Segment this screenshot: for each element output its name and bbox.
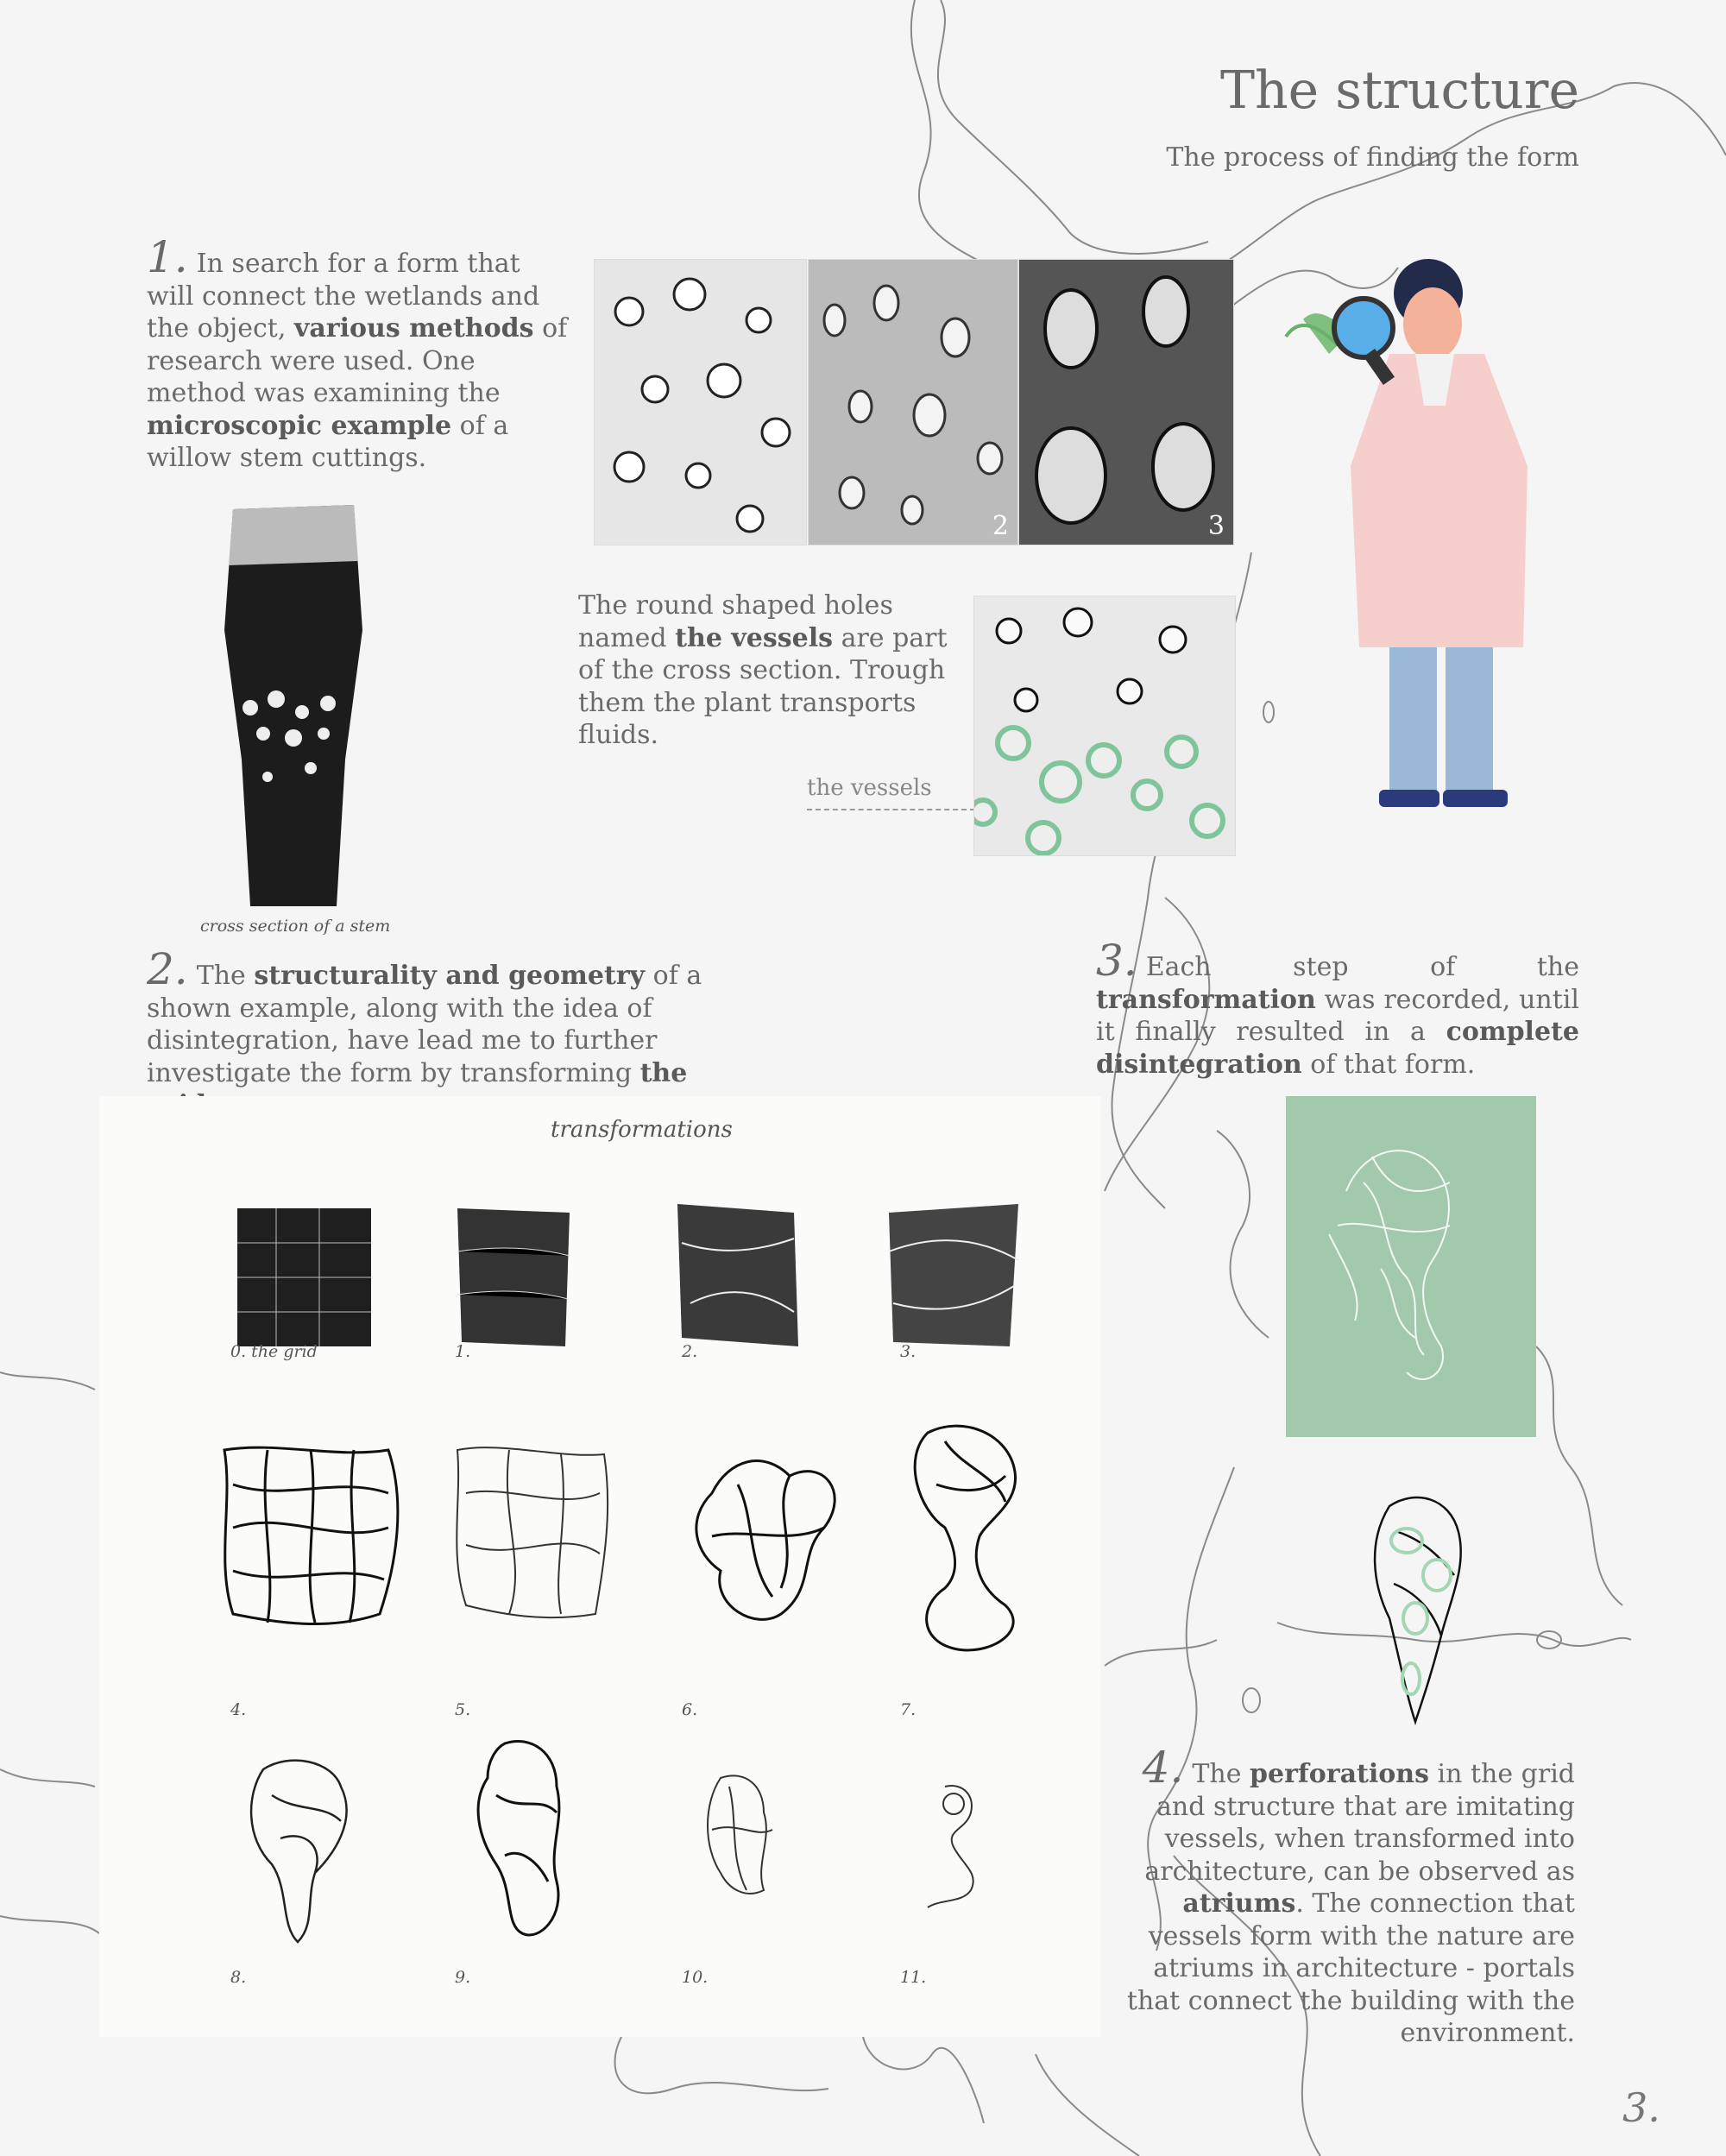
transformation-0-image: [224, 1191, 397, 1364]
scientist-illustration: [1277, 242, 1588, 811]
page-title: The structure: [1219, 60, 1579, 121]
transformation-6-image: [660, 1424, 867, 1640]
transformation-label-4: 4.: [230, 1700, 247, 1719]
section-4-number: 4.: [1142, 1743, 1184, 1793]
transformations-title: transformations: [551, 1117, 733, 1143]
micro-photo-2-label: 2: [992, 511, 1009, 541]
transformation-5-image: [432, 1433, 630, 1631]
micro-photo-2: [808, 259, 1018, 545]
disintegration-green-image: [1286, 1096, 1536, 1437]
micro-photo-3: [1018, 259, 1234, 545]
transformation-3-image: [872, 1191, 1044, 1364]
transformation-2-image: [665, 1191, 837, 1364]
stem-caption: cross section of a stem: [200, 917, 391, 936]
transformation-label-2: 2.: [682, 1342, 698, 1361]
transformation-label-0: 0. the grid: [230, 1342, 318, 1361]
section-3-number: 3.: [1096, 936, 1137, 986]
section-2-number: 2.: [147, 944, 188, 994]
transformation-8-image: [211, 1735, 401, 1951]
micro-photo-3-label: 3: [1207, 511, 1225, 541]
transformation-1-image: [440, 1191, 613, 1364]
transformation-4-image: [207, 1433, 414, 1640]
transformation-7-image: [859, 1407, 1066, 1666]
vessels-photo: [973, 596, 1236, 856]
vessels-pointer-line: [807, 809, 975, 810]
transformation-label-1: 1.: [455, 1342, 471, 1361]
section-2-text: 2. The structurality and geometry of a shown example, along with the idea of disintegration, have lead me to further investigate the form by transforming the: [147, 944, 702, 1088]
transformation-10-image: [669, 1752, 816, 1925]
transformation-label-3: 3.: [900, 1342, 917, 1361]
transformation-label-6: 6.: [682, 1700, 698, 1719]
transformation-11-image: [893, 1769, 1014, 1916]
page-number: 3.: [1622, 2084, 1660, 2131]
vessels-text: The round shaped holes named the vessels are part of the cross section. Trough them the plant transports fluids.: [578, 590, 948, 750]
stem-cross-section-image: [216, 501, 371, 906]
transformation-label-10: 10.: [682, 1968, 709, 1987]
transformations-panel: [99, 1096, 1100, 2037]
transformation-label-11: 11.: [900, 1968, 927, 1987]
transformation-label-7: 7.: [900, 1700, 917, 1719]
section-4-text: 4. The perforations in the grid and structure that are imitating vessels, when transformed into architecture, can be observed as atriums. The connection that vessels form with the nature are atriums in architecture - portals that connect the building with the environment.: [1126, 1743, 1575, 2048]
vessels-label: the vessels: [807, 775, 932, 801]
transformation-label-5: 5.: [455, 1700, 471, 1719]
section-1-number: 1.: [147, 232, 188, 282]
micro-photo-1: [594, 259, 807, 545]
perforated-form-sketch: [1355, 1480, 1484, 1730]
transformation-9-image: [436, 1718, 608, 1959]
section-3-text: 3. Each step of the transformation was recorded, until it finally resulted in a complete disintegration of that form.: [1096, 936, 1579, 1080]
transformation-label-8: 8.: [230, 1968, 247, 1987]
section-1-text: 1. In search for a form that will connect the wetlands and the object, various methods of research were used. One method was examining the microscopic example of a willow stem cuttings.: [147, 232, 568, 473]
page-subtitle: The process of finding the form: [1166, 142, 1579, 173]
transformation-label-9: 9.: [455, 1968, 471, 1987]
